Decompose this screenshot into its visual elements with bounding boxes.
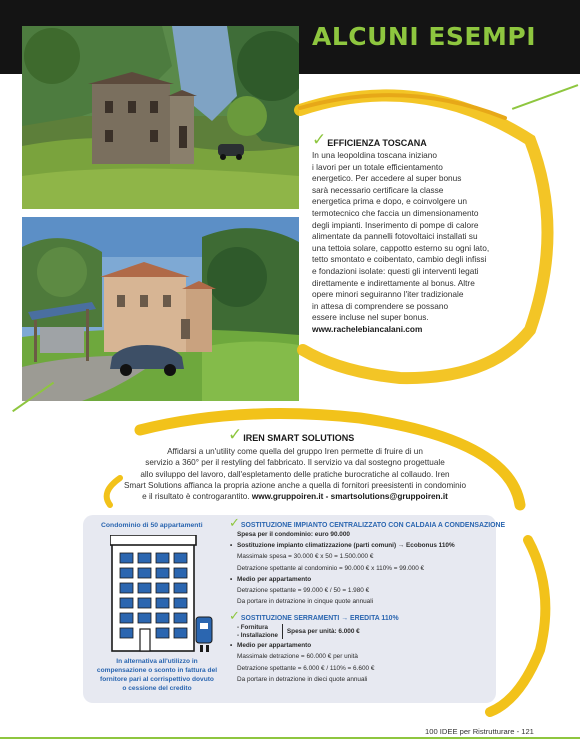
heading-text: IREN SMART SOLUTIONS <box>243 433 355 443</box>
text-line: In una leopoldina toscana iniziano <box>312 150 438 160</box>
text-line: essere incluse nel super bonus. <box>312 312 429 323</box>
building-caption <box>87 657 227 693</box>
building-title: Condominio di 50 appartamenti <box>101 522 203 529</box>
photo-house-before <box>22 26 299 209</box>
text-line: i lavori per un totale efficientamento <box>312 161 443 172</box>
subsection-heading <box>229 516 506 531</box>
section-efficienza-toscana <box>312 130 508 336</box>
check-icon: ✓ <box>229 516 240 531</box>
text-line: e fondazioni isolate: questi gli interventi legati <box>312 265 479 276</box>
footer-rule <box>0 737 580 739</box>
subsection-heading <box>229 609 491 625</box>
fornitura-labels <box>237 624 283 639</box>
detail-line: Detrazione spettante = 99.000 € / 50 = 1.980 € <box>237 587 370 595</box>
caption-line: compensazione o sconto in fattura del <box>96 667 218 674</box>
detail-line: Massimale detrazione = 60.000 € per unità <box>237 653 358 661</box>
section-heading <box>312 130 508 150</box>
detail-line: Da portare in detrazione in cinque quote annuali <box>237 598 374 606</box>
page-title: ALCUNI ESEMPI <box>312 22 537 51</box>
text-line: degli impianti. Inserimento di pompe di calore <box>312 219 479 230</box>
fornitura-row <box>229 624 491 639</box>
text-line: alimentate da pannelli fotovoltaici installati su <box>312 231 478 242</box>
bullet-item: • Medio per appartamento <box>229 574 491 585</box>
check-icon: ✓ <box>229 609 240 625</box>
text-line: una tettoia solare, cappotto esterno su ogni lato, <box>312 242 490 253</box>
website-link[interactable]: www.rachelebiancalani.com <box>312 323 423 334</box>
bullet-item: • Sostituzione impianto climatizzazione (parti comuni) → Ecobonus 110% <box>229 540 491 551</box>
caption-line: In alternativa all'utilizzo in <box>116 658 198 665</box>
caption-line: fornitore pari al corrispettivo dovuto <box>100 676 214 683</box>
caption-line: o cessione del credito <box>122 685 192 692</box>
photo-house-after <box>22 217 299 401</box>
text-line: servizio a 360° per il restyling del fabbricato. Il servizio va dal sostegno progettuale <box>145 458 445 468</box>
text-line <box>60 491 530 502</box>
check-icon: ✓ <box>228 425 243 445</box>
detail-line: Da portare in detrazione in dieci quote annuali <box>237 675 368 683</box>
text-line: Smart Solutions affianca la propria azione anche a quella di fornitori preesistenti in condominio <box>123 480 467 490</box>
text-line: direttamente e indirettamente al bonus. Altre <box>312 277 475 288</box>
detail-line: Detrazione spettante = 6.000 € / 110% = 6.600 € <box>237 664 375 672</box>
bullet-item: • Medio per appartamento <box>229 640 491 651</box>
check-icon: ✓ <box>312 130 327 150</box>
heading-text: SOSTITUZIONE IMPIANTO CENTRALIZZATO CON CALDAIA A CONDENSAZIONE <box>240 522 506 529</box>
installazione-label: - Installazione <box>237 631 278 639</box>
spesa-line: Spesa per il condominio: euro 90.000 <box>237 531 350 538</box>
text-line: in attesa di comprendere se possano <box>312 300 449 311</box>
fornitura-label: - Fornitura <box>237 624 268 632</box>
detail-line: Detrazione spettante al condominio = 90.000 € x 110% = 99.000 € <box>237 564 425 572</box>
text-line: energetica prima e dopo, e coinvolgere un <box>312 196 467 207</box>
text-line: allo sviluppo del lavoro, dall'espletamento delle pratiche burocratiche al collaudo. Iren <box>140 469 450 479</box>
spesa-unita: Spesa per unità: 6.000 € <box>286 628 360 636</box>
contact-links[interactable]: www.gruppoiren.it - smartsolutions@gruppoiren.it <box>251 492 448 502</box>
green-accent-line <box>512 84 578 109</box>
detail-line: Massimale spesa = 30.000 € x 50 = 1.500.000 € <box>237 553 374 561</box>
text-line: opere minori seguiranno l'iter tradizionale <box>312 289 464 300</box>
text-line: termotecnico che faccia un dimensionamento <box>312 207 479 218</box>
cost-breakdown <box>229 516 506 685</box>
section-body <box>312 150 508 324</box>
section-body <box>60 446 530 502</box>
text-line: sarà necessario certificare la classe <box>312 184 444 195</box>
building-illustration <box>110 535 214 653</box>
text-line: Affidarsi a un'utility come quella del gruppo Iren permette di fruire di un <box>167 447 423 456</box>
text-line: energetico. Per accedere al super bonus <box>312 173 462 184</box>
text-line: tetto smontato e coibentato, cambio degli infissi <box>312 254 487 265</box>
page-footer: 100 IDEE per Ristrutturare - 121 <box>425 727 534 736</box>
heading-text: SOSTITUZIONE SERRAMENTI → EREDITA 110% <box>240 615 399 623</box>
heading-text: EFFICIENZA TOSCANA <box>327 138 427 148</box>
section-heading <box>228 425 355 445</box>
text-fragment: e il risultato è controgarantito. <box>142 492 250 502</box>
example-info-box <box>83 515 506 703</box>
